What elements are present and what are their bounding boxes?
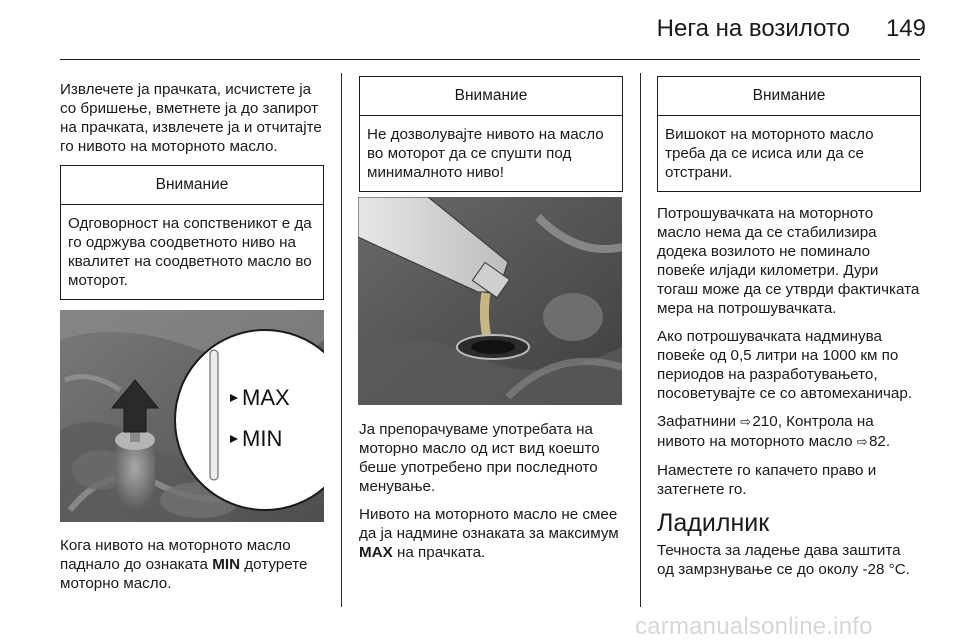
notice-title: Внимание: [360, 77, 622, 116]
section-heading-radiator: Ладилник: [657, 509, 770, 537]
notice-body: Одговорност на сопственикот е да го одржува соодветното ниво на квалитет на соодветното масло во моторот.: [68, 215, 312, 289]
min-mark-label: MIN: [242, 426, 283, 451]
oil-type-paragraph: Ја препорачуваме употребата на моторно масло од ист вид коешто беше употребено при последното менување.: [359, 421, 600, 495]
notice-box-excess-oil: [657, 76, 921, 192]
low-oil-paragraph: Кога нивото на моторното масло паднало до ознаката MIN дотурете моторно масло.: [60, 537, 308, 592]
page-ref-icon: ⇨: [856, 435, 868, 450]
notice-body: Вишокот на моторното масло треба да се исиса или да се отстрани.: [665, 126, 874, 181]
column-1-bottom: [60, 536, 324, 602]
dipstick-illustration: [60, 310, 324, 522]
cap-paragraph: Наместете го капачето право и затегнете го.: [657, 462, 877, 498]
column-2: [359, 76, 623, 192]
page-ref-link[interactable]: 210: [752, 413, 778, 430]
running-header-title: Нега на возилото: [656, 15, 850, 42]
notice-box-min-level: [359, 76, 623, 192]
consumption-paragraph: Потрошувачката на моторното масло нема да се стабилизира додека возилото не поминало повеќе илјади километри. Дури тогаш може да се утврди фактичката мера на потрошувачката.: [657, 205, 920, 317]
coolant-paragraph: Течноста за ладење дава заштита од замрзнување се до околу -28 °C.: [657, 542, 910, 578]
page-number: 149: [885, 15, 926, 42]
column-2-text: [359, 420, 623, 571]
intro-paragraph: Извлечете ја прачката, исчистете ја со бришење, вметнете ја до запирот на прачката, извлечете ја и отчитајте го нивото на моторното масло.: [60, 81, 322, 155]
consumption-limit-paragraph: Ако потрошувачката надминува повеќе од 0,5 литри на 1000 км по периодов на разработувањето, посоветувајте се со автомеханичар.: [657, 328, 913, 402]
column-1: [60, 80, 324, 300]
notice-body: Не дозволувајте нивото на масло во моторот да се спушти под минималното ниво!: [367, 126, 604, 181]
max-level-paragraph: Нивото на моторното масло не смее да ја надмине ознаката за максимум MAX на прачката.: [359, 506, 619, 561]
cross-reference-paragraph: Зафатнини ⇨ 210, Контрола на нивото на моторното масло ⇨ 82.: [657, 413, 891, 450]
oil-filling-illustration: [358, 197, 622, 405]
page-ref-icon: ⇨: [740, 415, 752, 430]
notice-title: Внимание: [658, 77, 920, 116]
max-mark-label: MAX: [242, 385, 290, 410]
watermark: carmanualsonline.info: [635, 613, 873, 640]
notice-title: Внимание: [61, 166, 323, 205]
header-rule: [60, 59, 920, 60]
column-divider-1: [341, 73, 342, 607]
column-divider-2: [640, 73, 641, 607]
notice-box-owner: [60, 165, 324, 300]
column-3: [657, 76, 921, 588]
page-ref-link[interactable]: 82: [868, 433, 886, 450]
